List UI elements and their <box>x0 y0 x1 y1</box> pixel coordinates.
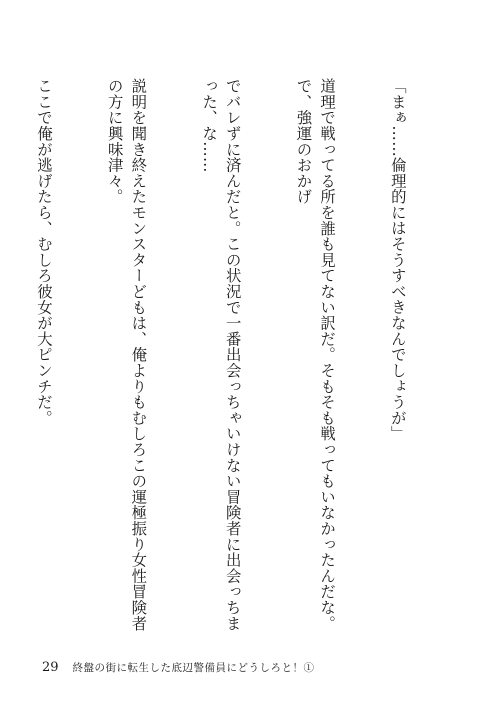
text-line: でバレずに済んだと。この状況で一番出会っちゃいけない冒険者に出会っちまった、な…… <box>200 78 242 631</box>
text-line: ここで俺が逃げたら、むしろ彼女が大ピンチだ。 <box>34 78 53 426</box>
text-line: 説明を聞き終えたモンスターどもは、俺よりもむしろこの運極振り女性冒険者の方に興味津々。 <box>105 78 148 631</box>
running-title: 終盤の街に転生した底辺警備員にどうしろと！① <box>72 662 315 674</box>
text-line: 「まぁ……倫理的にはそうすべきなんでしょうが」 <box>388 78 407 442</box>
page-number: 29 <box>42 660 59 675</box>
text-line: 道理で戦ってる所を誰も見てない訳だ。そもそも戦ってもいなかったんだな。で、強運のおかげ <box>294 78 337 631</box>
page-footer <box>42 660 315 675</box>
vertical-body-text <box>0 78 456 646</box>
